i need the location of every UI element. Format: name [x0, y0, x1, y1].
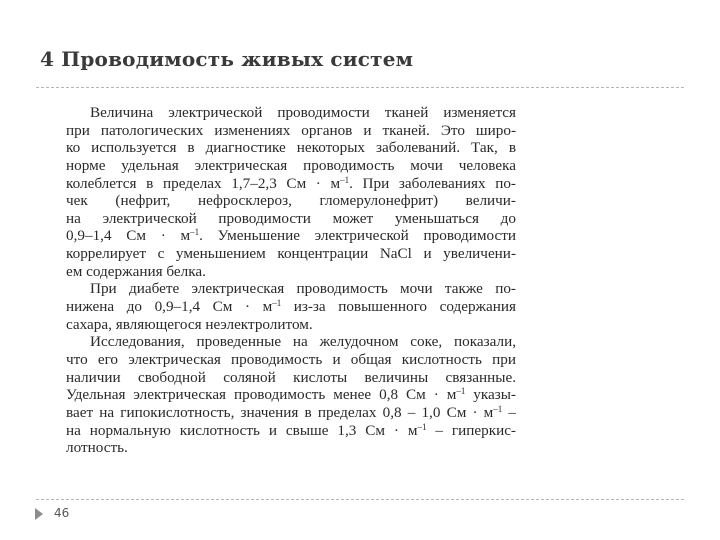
text-segment: . Уменьшение электрической проводимости — [199, 227, 516, 245]
exponent: –1 — [417, 421, 427, 432]
text-line: ко используется в диагностике некоторых заболеваний. Так, в — [66, 139, 516, 157]
exponent: –1 — [272, 298, 282, 309]
text-line — [66, 404, 516, 422]
text-line: Величина электрической проводимости тканей изменяется — [90, 104, 516, 121]
scanned-text-block — [66, 104, 516, 457]
text-line: норме удельная электрическая проводимость мочи человека — [66, 156, 516, 174]
exponent: –1 — [340, 174, 350, 185]
text-line: Исследования, проведенные на желудочном соке, показали, — [90, 333, 516, 351]
text-segment: вает на гипокислотность, значения в пределах 0,8 – 1,0 См · м — [66, 403, 494, 421]
text-segment: нижена до 0,9–1,4 См · м — [66, 298, 273, 316]
text-line — [66, 227, 516, 245]
text-line — [66, 175, 516, 193]
text-segment: – — [502, 403, 516, 421]
text-line: чек (нефрит, нефросклероз, гломерулонефрит) величи- — [66, 192, 516, 210]
exponent: –1 — [493, 403, 503, 414]
text-segment: – гиперкис- — [426, 421, 516, 439]
text-line: ем содержания белка. — [66, 262, 206, 280]
text-segment: указы- — [465, 386, 516, 404]
text-line: лотность. — [66, 439, 128, 457]
page-number: 46 — [54, 506, 70, 520]
text-line: сахара, являющегося неэлектролитом. — [66, 315, 313, 333]
text-segment: колеблется в пределах 1,7–2,3 См · м — [66, 174, 341, 192]
text-segment: из-за повышенного содержания — [281, 298, 516, 316]
text-line: При диабете электрическая проводимость мочи также по- — [90, 280, 516, 298]
text-segment: Удельная электрическая проводимость менее 0,8 См · м — [66, 386, 457, 404]
text-line — [66, 386, 516, 404]
text-line: наличии свободной соляной кислоты величины связанные. — [66, 368, 516, 386]
slide-title: 4 Проводимость живых систем — [40, 47, 414, 71]
title-divider — [36, 87, 684, 88]
text-line: на электрической проводимости может уменьшаться до — [66, 209, 516, 227]
triangle-right-icon — [35, 508, 43, 520]
text-line — [66, 298, 516, 316]
text-line: что его электрическая проводимость и общая кислотность при — [66, 350, 516, 368]
text-segment: . При заболеваниях по- — [349, 174, 516, 192]
text-line: коррелирует с уменьшением концентрации NaCl и увеличени- — [66, 245, 516, 263]
text-segment: на нормальную кислотность и свыше 1,3 См · м — [66, 421, 418, 439]
exponent: –1 — [190, 227, 200, 238]
text-line: при патологических изменениях органов и тканей. Это широ- — [66, 121, 516, 139]
text-line — [66, 422, 516, 440]
exponent: –1 — [456, 386, 466, 397]
footer-divider — [36, 499, 684, 500]
text-segment: 0,9–1,4 См · м — [66, 227, 191, 245]
